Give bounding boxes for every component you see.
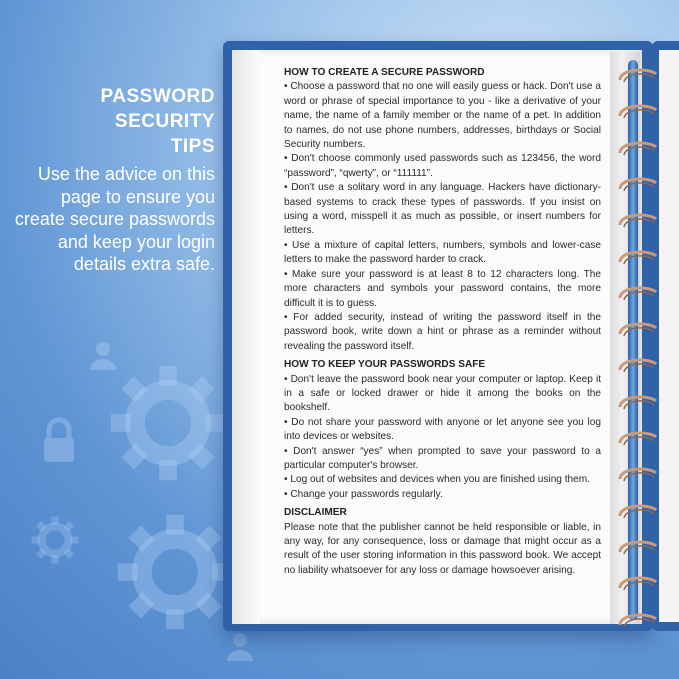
spiral-ring: [616, 574, 664, 594]
section-heading: HOW TO KEEP YOUR PASSWORDS SAFE: [284, 359, 486, 371]
section-heading: HOW TO CREATE A SECURE PASSWORD: [284, 67, 485, 78]
section-create-password: [284, 66, 601, 354]
gear-icon: [32, 517, 79, 564]
spiral-ring: [616, 611, 664, 631]
promo-title-line: PASSWORD: [100, 86, 215, 107]
user-icon: [227, 633, 253, 661]
page-content: [284, 66, 601, 582]
spiral-ring: [616, 502, 664, 522]
spiral-ring: [616, 429, 664, 449]
padlock-icon: [44, 420, 74, 462]
spiral-ring: [616, 393, 664, 413]
spiral-ring: [616, 102, 664, 122]
tip-item: • Don't leave the password book near your computer or laptop. Keep it in a safe or locked drawer or hide it among the books on the bookshelf.: [284, 373, 601, 414]
promo-intro: Use the advice on this page to ensure you create secure passwords and keep your login details extra safe.: [14, 164, 215, 274]
spiral-ring: [616, 356, 664, 376]
user-icon: [90, 342, 116, 370]
tip-item: • Don't answer “yes” when prompted to save your password to a particular computer's browser.: [284, 445, 601, 471]
spiral-ring: [616, 538, 664, 558]
promo-title-line: SECURITY: [114, 111, 215, 132]
tip-item: • Make sure your password is at least 8 to 12 characters long. The more characters and symbols your password contains, the more difficult it is to guess.: [284, 268, 601, 309]
promo-title-line: TIPS: [170, 136, 215, 157]
spiral-ring: [616, 139, 664, 159]
section-heading: DISCLAIMER: [284, 507, 347, 519]
section-disclaimer: [284, 506, 601, 578]
tip-item: • Don't choose commonly used passwords such as 123456, the word “password”, “qwerty”, or “111111”.: [284, 153, 601, 179]
tip-item: • Use a mixture of capital letters, numbers, symbols and lower-case letters to make the password harder to crack.: [284, 239, 601, 266]
promo-panel: [10, 84, 215, 276]
disclaimer-text: Please note that the publisher cannot be held responsible or liable, in any way, for any consequence, loss or damage that might occur as a result of the user storing information in this password book. We accept no liability whatsoever for any loss or damage howsoever arising.: [284, 521, 601, 576]
spiral-ring: [616, 248, 664, 268]
spiral-ring: [616, 284, 664, 304]
section-keep-safe: [284, 358, 601, 502]
promo-title: [10, 84, 215, 159]
spiral-ring: [616, 175, 664, 195]
gear-icon: [111, 366, 225, 480]
tip-item: • Don't use a solitary word in any language. Hackers have dictionary-based systems to crack these types of passwords. If you insist on using a word, misspell it as much as possible, or insert numbers for letters.: [284, 182, 601, 237]
tip-item: • Choose a password that no one will easily guess or hack. Don't use a word or phrase of special importance to you - like a derivative of your name, the name of a family member or the name of a pet. In addition to names, do not use phone numbers, addresses, birthdays or Social Security numbers.: [284, 81, 601, 151]
spiral-ring: [616, 66, 664, 86]
tip-item: • Change your passwords regularly.: [284, 488, 443, 500]
tip-item: • Do not share your password with anyone or let anyone see you log into devices or websites.: [284, 416, 601, 443]
gear-icon: [118, 515, 232, 629]
spiral-ring: [616, 320, 664, 340]
tip-item: • Log out of websites and devices when you are finished using them.: [284, 474, 590, 486]
spiral-ring: [616, 465, 664, 485]
page-edge-shadow: [232, 50, 260, 624]
spiral-ring: [616, 211, 664, 231]
tip-item: • For added security, instead of writing the password itself in the password book, write down a hint or phrase as a reminder without revealing the password itself.: [284, 311, 601, 352]
